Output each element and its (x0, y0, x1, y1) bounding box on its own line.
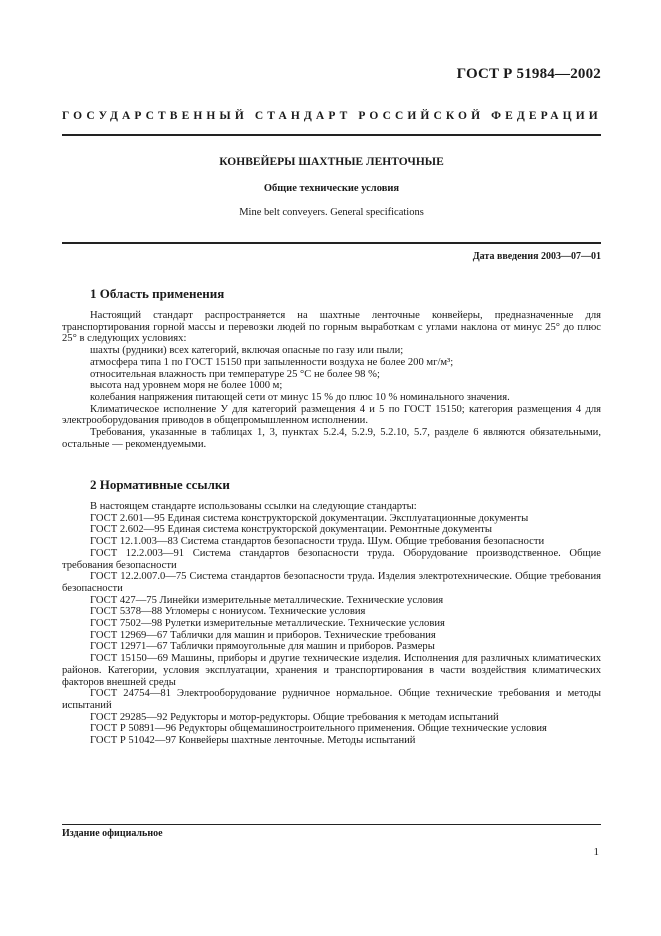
paragraph: В настоящем стандарте использованы ссылки на следующие стандарты: (90, 501, 417, 512)
reference-item: ГОСТ 427—75 Линейки измерительные металлические. Технические условия (90, 594, 444, 606)
top-rule (62, 134, 601, 136)
reference-item: ГОСТ 7502—98 Рулетки измерительные металлические. Технические условия (90, 618, 445, 630)
paragraph: атмосфера типа 1 по ГОСТ 15150 при запыленности воздуха не более 200 мг/м³; (90, 356, 454, 368)
section-heading-scope: 1 Область применения (90, 286, 225, 301)
reference-item: ГОСТ 2.601—95 Единая система конструкторской документации. Эксплуатационные документы (90, 512, 529, 524)
reference-item: ГОСТ 12971—67 Таблички прямоугольные для машин и приборов. Размеры (90, 641, 435, 653)
english-title: Mine belt conveyers. General specifications (239, 207, 424, 218)
page-number: 1 (593, 846, 599, 858)
paragraph: высота над уровнем моря не более 1000 м; (90, 380, 283, 392)
reference-item: ГОСТ 12.2.007.0—75 Система стандартов безопасности труда. Изделия электротехнические. Общие требования безопасности (62, 571, 601, 594)
document-title: КОНВЕЙЕРЫ ШАХТНЫЕ ЛЕНТОЧНЫЕ (219, 156, 444, 168)
edition-label: Издание официальное (62, 828, 163, 839)
gost-code: ГОСТ Р 51984—2002 (456, 66, 601, 82)
footer-rule (62, 824, 601, 825)
reference-item: ГОСТ 5378—88 Угломеры с нониусом. Технические условия (90, 606, 366, 618)
paragraph: относительная влажность при температуре 25 °С не более 98 %; (90, 368, 380, 380)
section-references (62, 478, 601, 747)
middle-rule (62, 242, 601, 244)
reference-item: ГОСТ 2.602—95 Единая система конструкторской документации. Ремонтные документы (90, 524, 493, 536)
paragraph: Настоящий стандарт распространяется на шахтные ленточные конвейеры, предназначенные для транспортирования горной массы и перевозки людей по горным выработкам с углами наклона от минус 25° до плюс 25° в следующих условиях: (62, 310, 601, 345)
reference-item: ГОСТ Р 51042—97 Конвейеры шахтные ленточные. Методы испытаний (90, 735, 416, 747)
paragraph: Требования, указанные в таблицах 1, 3, пунктах 5.2.4, 5.2.9, 5.2.10, 5.7, разделе 6 являются обязательными, остальные — рекомендуемыми. (62, 427, 601, 450)
introduction-date: Дата введения 2003—07—01 (472, 251, 601, 262)
state-standard-title: ГОСУДАРСТВЕННЫЙ СТАНДАРТ РОССИЙСКОЙ ФЕДЕРАЦИИ (62, 110, 602, 122)
reference-item: ГОСТ Р 50891—96 Редукторы общемашиностроительного применения. Общие технические условия (90, 723, 547, 735)
reference-item: ГОСТ 15150—69 Машины, приборы и другие технические изделия. Исполнения для различных климатических районов. Категории, условия эксплуатации, хранения и транспортирования в части воздействия климатических факторов внешней среды (62, 653, 601, 688)
section-scope (62, 287, 601, 450)
reference-item: ГОСТ 12.1.003—83 Система стандартов безопасности труда. Шум. Общие требования безопасности (90, 536, 545, 548)
section-heading-references: 2 Нормативные ссылки (90, 477, 230, 492)
reference-item: ГОСТ 12969—67 Таблички для машин и приборов. Технические требования (90, 629, 436, 641)
reference-item: ГОСТ 12.2.003—91 Система стандартов безопасности труда. Оборудование производственное. Общие требования безопасности (62, 547, 601, 571)
paragraph: шахты (рудники) всех категорий, включая опасные по газу или пыли; (90, 345, 404, 357)
reference-item: ГОСТ 24754—81 Электрооборудование рудничное нормальное. Общие технические требования и методы испытаний (62, 688, 601, 711)
paragraph: колебания напряжения питающей сети от минус 15 % до плюс 10 % номинального значения. (90, 391, 510, 403)
paragraph: Климатическое исполнение У для категорий размещения 4 и 5 по ГОСТ 15150; категория размещения 4 для электрооборудования приводов в общепромышленном исполнении. (62, 403, 601, 427)
document-subtitle: Общие технические условия (263, 183, 400, 194)
reference-item: ГОСТ 29285—92 Редукторы и мотор-редукторы. Общие требования к методам испытаний (90, 711, 499, 723)
